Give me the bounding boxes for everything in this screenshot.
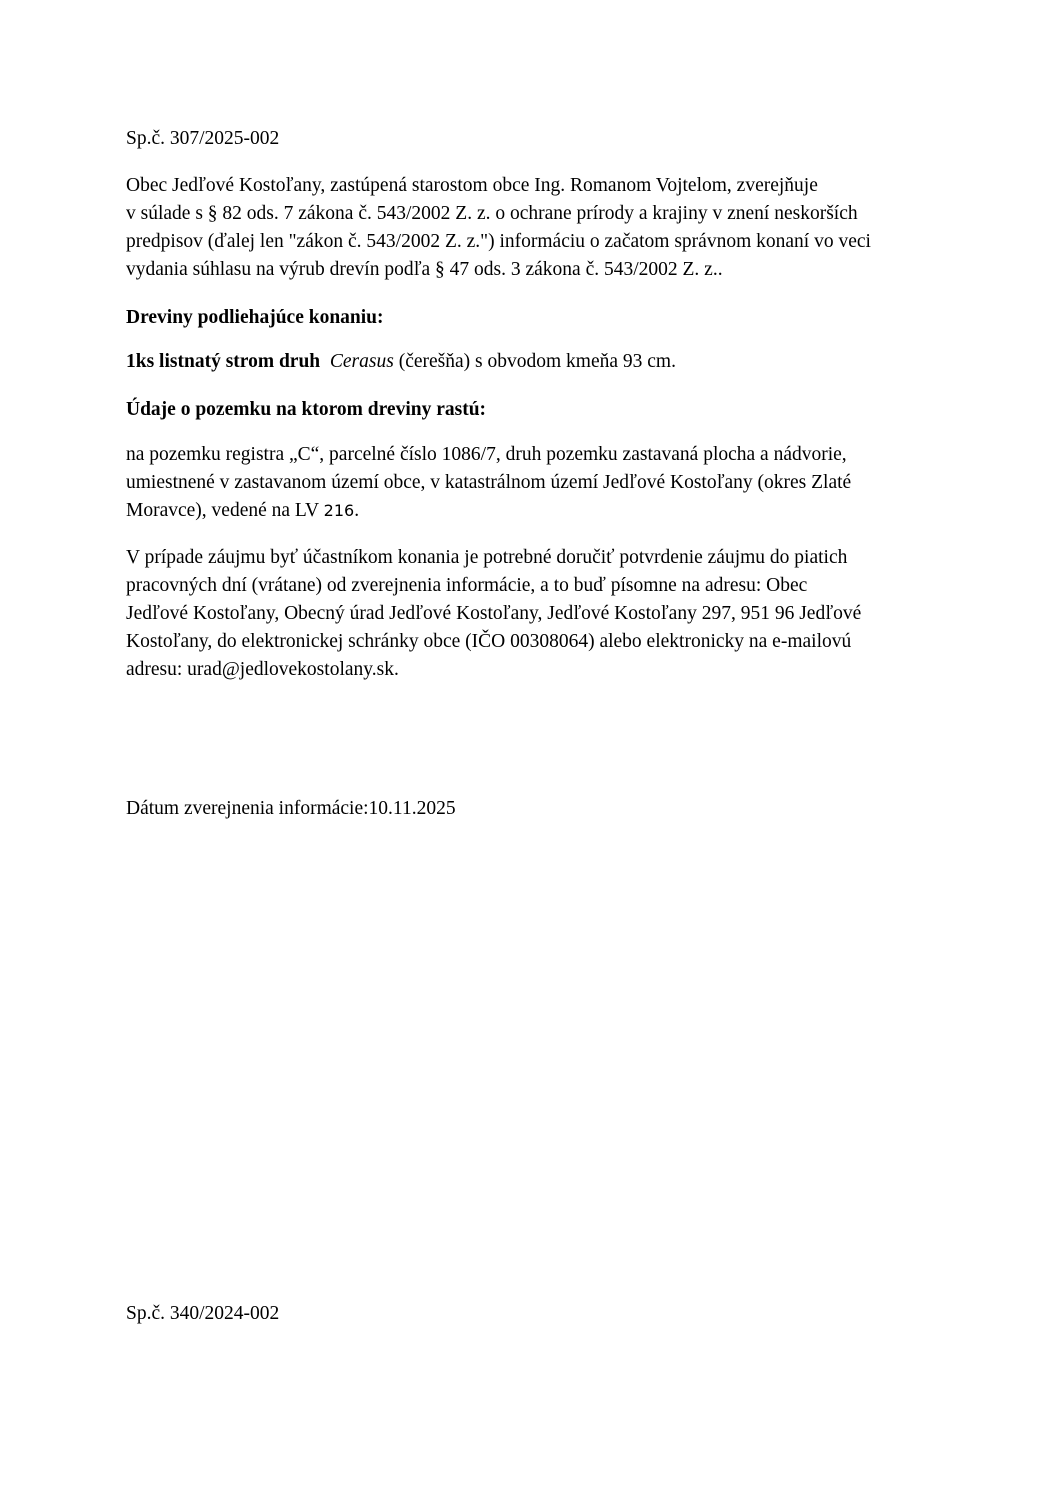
land-line: umiestnené v zastavanom území obce, v katastrálnom území Jedľové Kostoľany (okres Zlaté [126,472,852,493]
notice-line: adresu: urad@jedlovekostolany.sk. [126,659,399,680]
land-paragraph [126,441,956,525]
heading-trees: Dreviny podliehajúce konaniu: [126,307,384,328]
tree-species: Cerasus [329,351,394,372]
tree-count-type: 1ks listnatý strom druh [126,351,321,372]
tree-description [126,348,956,376]
intro-paragraph [126,172,956,284]
reference-number-bottom: Sp.č. 340/2024-002 [126,1303,280,1324]
notice-line: pracovných dní (vrátane) od zverejnenia informácie, a to buď písomne na adresu: Obec [126,575,808,596]
intro-line: Obec Jedľové Kostoľany, zastúpená starostom obce Ing. Romanom Vojtelom, zverejňuje [126,175,818,196]
land-line-end: . [354,500,360,521]
publication-date: Dátum zverejnenia informácie:10.11.2025 [126,798,456,819]
lv-number: 216 [323,501,355,520]
reference-number-top: Sp.č. 307/2025-002 [126,128,280,149]
land-line: na pozemku registra „C“, parcelné číslo 1086/7, druh pozemku zastavaná plocha a nádvorie, [126,444,847,465]
notice-line: Jedľové Kostoľany, Obecný úrad Jedľové Kostoľany, Jedľové Kostoľany 297, 951 96 Jedľové [126,603,862,624]
land-owner-text: Moravce), vedené na LV [126,500,324,521]
intro-line: v súlade s § 82 ods. 7 zákona č. 543/2002 Z. z. o ochrane prírody a krajiny v znení neskorších [126,203,858,224]
tree-details: (čerešňa) s obvodom kmeňa 93 cm. [393,351,676,372]
intro-line: predpisov (ďalej len "zákon č. 543/2002 Z. z.") informáciu o začatom správnom konaní vo veci [126,231,871,252]
heading-land: Údaje o pozemku na ktorom dreviny rastú: [126,399,487,420]
land-line-last [126,497,956,525]
notice-line: Kostoľany, do elektronickej schránky obce (IČO 00308064) alebo elektronicky na e-mailovú [126,631,852,652]
notice-paragraph [126,544,956,684]
notice-line: V prípade záujmu byť účastníkom konania je potrebné doručiť potvrdenie záujmu do piatich [126,547,848,568]
intro-line: vydania súhlasu na výrub drevín podľa § 47 ods. 3 zákona č. 543/2002 Z. z.. [126,259,723,280]
